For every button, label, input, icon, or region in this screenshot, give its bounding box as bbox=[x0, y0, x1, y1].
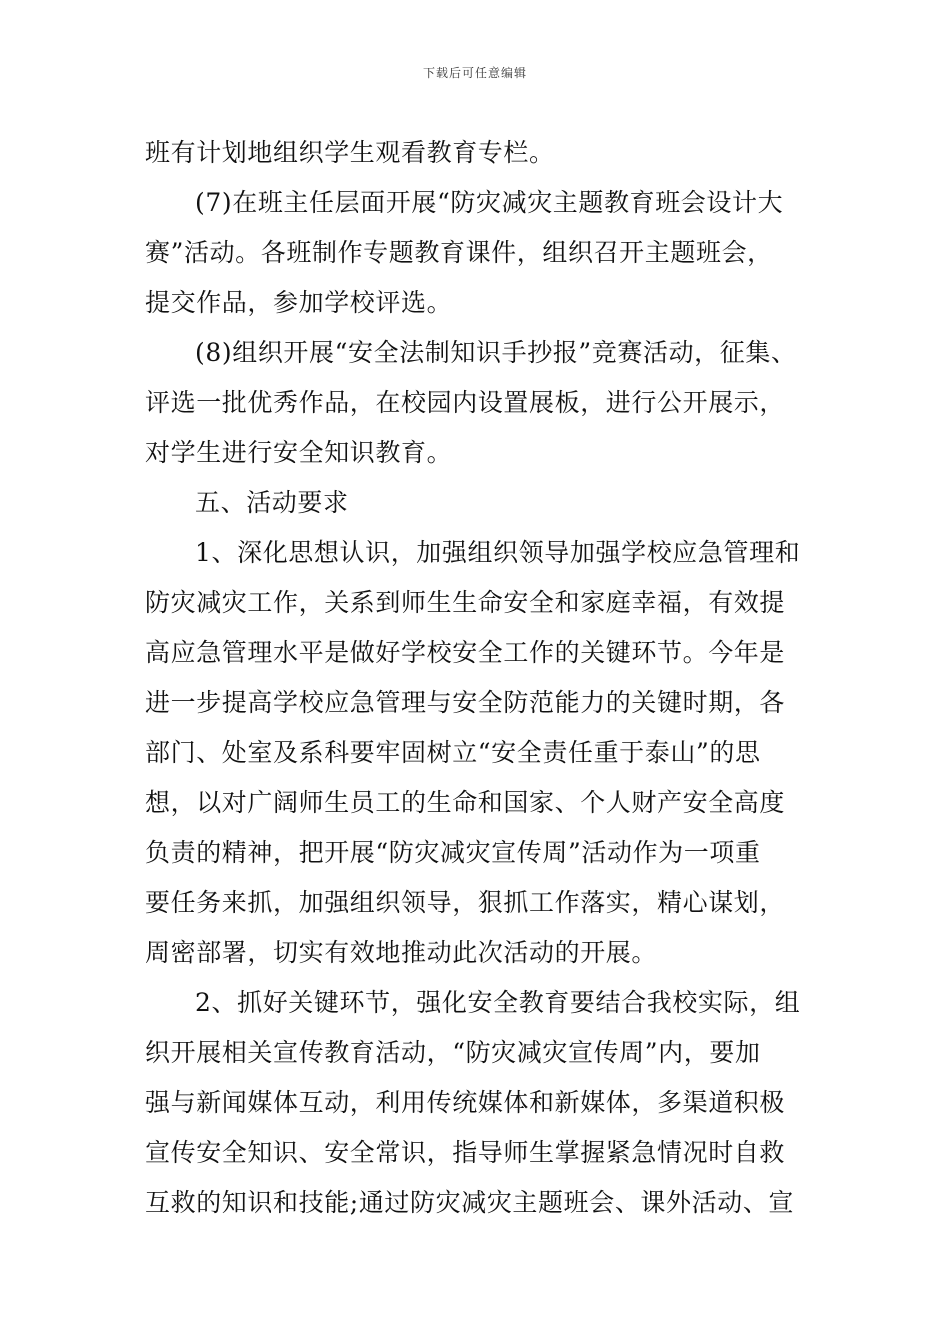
document-body bbox=[145, 128, 825, 1228]
text-line: 强与新闻媒体互动，利用传统媒体和新媒体，多渠道积极 bbox=[145, 1088, 786, 1117]
text-line: 想，以对广阔师生员工的生命和国家、个人财产安全高度 bbox=[145, 788, 786, 817]
section-heading: 五、活动要求 bbox=[195, 488, 349, 517]
text-line: 赛”活动。各班制作专题教育课件，组织召开主题班会， bbox=[145, 238, 773, 267]
text-line: (8)组织开展“安全法制知识手抄报”竞赛活动，征集、 bbox=[195, 338, 797, 367]
page-header-note: 下载后可任意编辑 bbox=[422, 66, 527, 80]
text-line: 1、深化思想认识，加强组织领导加强学校应急管理和 bbox=[195, 538, 801, 567]
text-line: 互救的知识和技能;通过防灾减灾主题班会、课外活动、宣 bbox=[145, 1188, 795, 1217]
text-line: 防灾减灾工作，关系到师生生命安全和家庭幸福，有效提 bbox=[145, 588, 786, 617]
text-line: 班有计划地组织学生观看教育专栏。 bbox=[145, 138, 555, 167]
text-line: 提交作品，参加学校评选。 bbox=[145, 288, 453, 317]
text-line: 织开展相关宣传教育活动，“防灾减灾宣传周”内，要加 bbox=[145, 1038, 761, 1067]
text-line: (7)在班主任层面开展“防灾减灾主题教育班会设计大 bbox=[195, 188, 784, 217]
text-line: 要任务来抓，加强组织领导，狠抓工作落实，精心谋划， bbox=[145, 888, 786, 917]
text-line: 宣传安全知识、安全常识，指导师生掌握紧急情况时自救 bbox=[145, 1138, 786, 1167]
text-line: 负责的精神，把开展“防灾减灾宣传周”活动作为一项重 bbox=[145, 838, 761, 867]
text-line: 进一步提高学校应急管理与安全防范能力的关键时期，各 bbox=[145, 688, 786, 717]
text-line: 对学生进行安全知识教育。 bbox=[145, 438, 453, 467]
text-line: 2、抓好关键环节，强化安全教育要结合我校实际，组 bbox=[195, 988, 801, 1017]
text-line: 部门、处室及系科要牢固树立“安全责任重于泰山”的思 bbox=[145, 738, 761, 767]
text-line: 高应急管理水平是做好学校安全工作的关键环节。今年是 bbox=[145, 638, 786, 667]
text-line: 周密部署，切实有效地推动此次活动的开展。 bbox=[145, 938, 658, 967]
text-line: 评选一批优秀作品，在校园内设置展板，进行公开展示， bbox=[145, 388, 786, 417]
